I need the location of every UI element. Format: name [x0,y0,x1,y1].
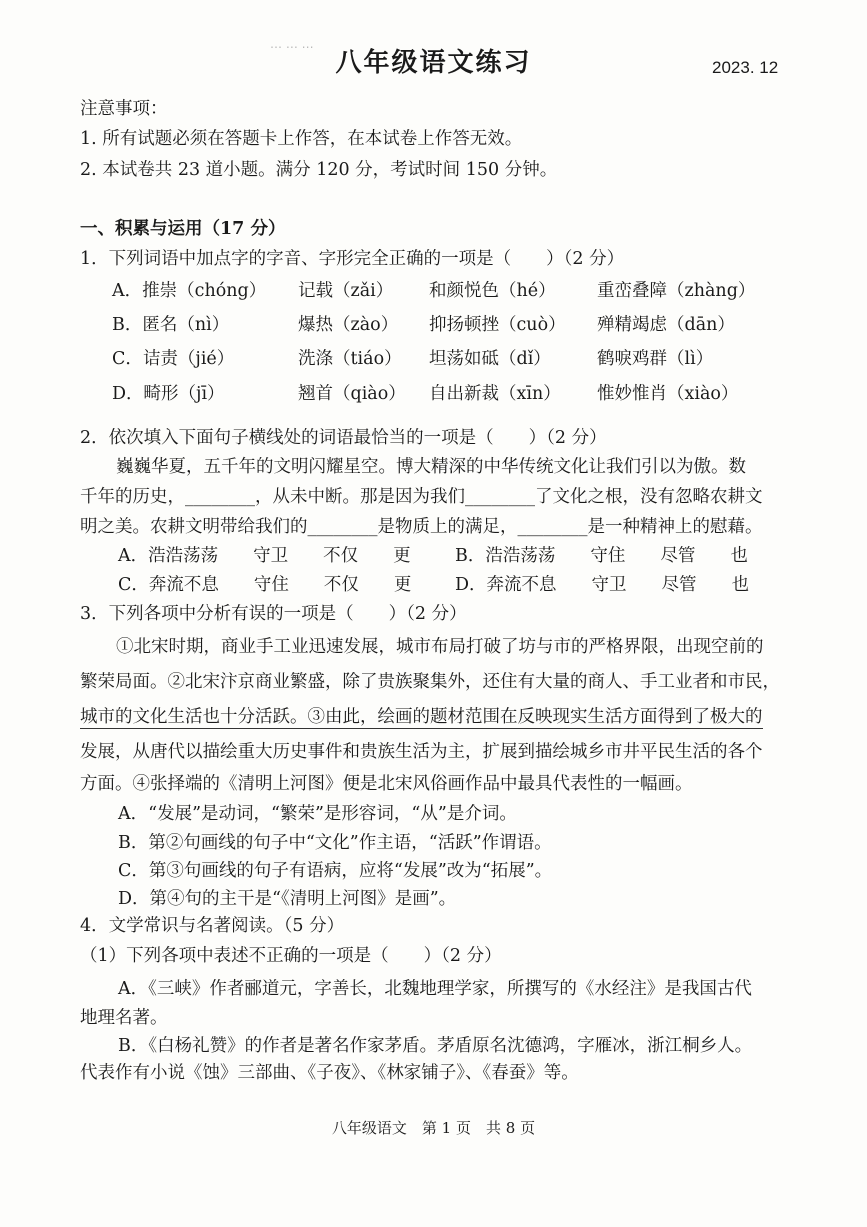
passage-line: 发展，从唐代以描绘重大历史事件和贵族生活为主，扩展到描绘城乡市井平民生活的各个 [80,742,763,762]
passage-line: 明之美。农耕文明带给我们的________是物质上的满足，________是一种精神上的慰藉。 [80,517,763,537]
page-title: 八年级语文练习 [335,48,532,78]
option-cell: 惟妙惟肖（xiào） [597,384,739,404]
option-text: 地理名著。 [80,1008,168,1028]
passage-line: 繁荣局面。②北宋汴京商业繁盛，除了贵族聚集外，还住有大量的商人、手工业者和市民， [80,672,780,692]
option-cell: A．推崇（chóng） [112,281,267,301]
option-cell: D．畸形（jī） [112,384,225,404]
passage-line: 巍巍华夏，五千年的文明闪耀星空。博大精深的中华传统文化让我们引以为傲。数 [116,457,746,477]
question-1-stem: 1．下列词语中加点字的字音、字形完全正确的一项是（ ）（2 分） [80,249,625,269]
passage-line [80,703,763,728]
notice-item: 2. 本试卷共 23 道小题。满分 120 分，考试时间 150 分钟。 [80,160,558,180]
passage-line: ①北宋时期，商业手工业迅速发展，城市布局打破了坊与市的严格界限，出现空前的 [116,637,764,657]
option-text: B．《白杨礼赞》的作者是著名作家茅盾。茅盾原名沈德鸿，字雁冰，浙江桐乡人。 [118,1036,753,1056]
question-4-stem: 4．文学常识与名著阅读。（5 分） [80,916,345,936]
option-text: A．浩浩荡荡 守卫 不仅 更 [118,546,411,566]
section-heading: 一、积累与运用（17 分） [80,219,286,239]
bleed-through-mark: ⋯ ⋯ ⋯ [270,40,314,54]
option-cell: 抑扬顿挫（cuò） [429,315,566,335]
option-text: A．“发展”是动词，“繁荣”是形容词，“从”是介词。 [118,804,517,824]
option-cell: 殚精竭虑（dān） [597,315,735,335]
option-text: B．第②句画线的句子中“文化”作主语，“活跃”作谓语。 [118,833,552,853]
option-cell: 洗涤（tiáo） [298,349,402,369]
option-text: C．奔流不息 守住 不仅 更 [118,575,412,595]
option-cell: 自出新裁（xīn） [429,384,561,404]
option-cell: 重峦叠障（zhàng） [597,281,756,301]
page-footer: 八年级语文 第 1 页 共 8 页 [331,1119,536,1137]
exam-date: 2023. 12 [712,58,779,77]
option-text: A．《三峡》作者郦道元，字善长，北魏地理学家，所撰写的《水经注》是我国古代 [118,979,752,999]
option-cell: C．诘责（jié） [112,349,235,369]
option-cell: 爆热（zào） [298,315,399,335]
option-text: D．第④句的主干是“《清明上河图》是画”。 [118,889,457,909]
question-3-stem: 3．下列各项中分析有误的一项是（ ）（2 分） [80,604,467,624]
notice-heading: 注意事项： [80,99,168,119]
underlined-sentence: 城市的文化生活也十分活跃。③由此，绘画的题材范围在反映现实生活方面得到了极大的 [80,707,763,727]
option-cell: 翘首（qiào） [298,384,406,404]
option-cell: 鹤唳鸡群（lì） [597,349,714,369]
option-cell: B．匿名（nì） [112,315,230,335]
option-text: B．浩浩荡荡 守住 尽管 也 [455,546,748,566]
option-text: C．第③句画线的句子有语病，应将“发展”改为“拓展”。 [118,861,553,881]
question-4-sub1: （1）下列各项中表述不正确的一项是（ ）（2 分） [80,946,502,966]
notice-item: 1. 所有试题必须在答题卡上作答，在本试卷上作答无效。 [80,129,523,149]
passage-line: 千年的历史，________，从未中断。那是因为我们________了文化之根，没有忽略农耕文 [80,487,763,507]
option-text: D．奔流不息 守卫 尽管 也 [455,575,750,595]
passage-line: 方面。④张择端的《清明上河图》便是北宋风俗画作品中最具代表性的一幅画。 [80,774,693,794]
option-cell: 坦荡如砥（dǐ） [429,349,551,369]
option-text: 代表作有小说《蚀》三部曲、《子夜》、《林家铺子》、《春蚕》等。 [80,1063,579,1083]
option-cell: 记载（zǎi） [298,281,394,301]
option-cell: 和颜悦色（hé） [429,281,556,301]
question-2-stem: 2．依次填入下面句子横线处的词语最恰当的一项是（ ）（2 分） [80,428,607,448]
